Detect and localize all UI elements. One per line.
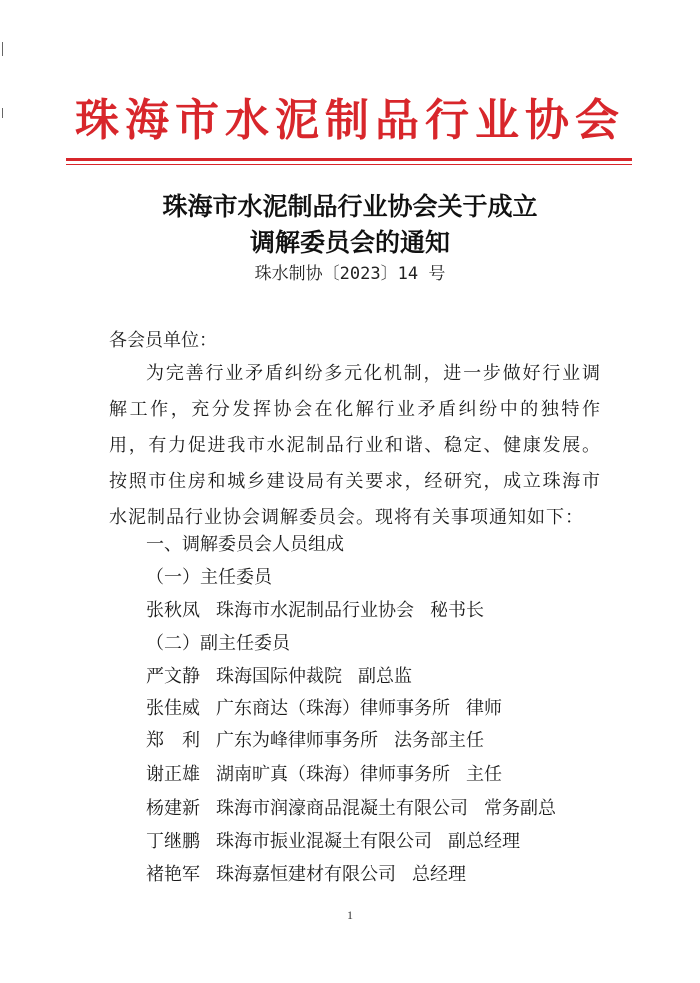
director-row	[146, 596, 484, 622]
deputy-row	[146, 726, 484, 752]
member-role: 副总监	[358, 666, 412, 687]
member-org: 珠海国际仲裁院	[216, 666, 342, 687]
member-role: 副总经理	[448, 831, 520, 852]
document-title-line1: 珠海市水泥制品行业协会关于成立	[162, 192, 538, 221]
deputy-row	[146, 694, 502, 720]
member-name: 张佳威	[146, 698, 200, 719]
deputy-row	[146, 794, 556, 820]
document-title-line2: 调解委员会的通知	[249, 228, 450, 257]
salutation: 各会员单位：	[109, 330, 217, 351]
member-role: 总经理	[412, 864, 466, 885]
member-role: 主任	[466, 764, 502, 785]
member-name: 张秋凤	[146, 600, 200, 621]
deputy-row	[146, 662, 412, 688]
letterhead-red-rule-thin	[66, 164, 632, 165]
member-org: 珠海市水泥制品行业协会	[216, 600, 414, 621]
subsection-heading-director: （一）主任委员	[146, 567, 272, 588]
member-name: 严文静	[146, 666, 200, 687]
intro-paragraph: 为完善行业矛盾纠纷多元化机制，进一步做好行业调解工作，充分发挥协会在化解行业矛盾纠纷中的独特作用，有力促进我市水泥制品行业和谐、稳定、健康发展。按照市住房和城乡建设局有关要求，经研究，成立珠海市水泥制品行业协会调解委员会。现将有关事项通知如下：	[109, 363, 601, 528]
member-name: 郑 利	[146, 730, 200, 751]
member-role: 秘书长	[430, 600, 484, 621]
member-org: 广东为峰律师事务所	[216, 730, 378, 751]
member-role: 法务部主任	[394, 730, 484, 751]
member-org: 湖南旷真（珠海）律师事务所	[216, 764, 450, 785]
scan-edge-mark	[2, 42, 3, 56]
section-heading: 一、调解委员会人员组成	[146, 534, 344, 555]
member-org: 珠海市润濠商品混凝土有限公司	[216, 798, 468, 819]
letterhead-red-rule	[66, 158, 632, 161]
subsection-heading-deputy: （二）副主任委员	[146, 633, 290, 654]
member-org: 广东商达（珠海）律师事务所	[216, 698, 450, 719]
deputy-row	[146, 827, 520, 853]
member-name: 丁继鹏	[146, 831, 200, 852]
member-name: 谢正雄	[146, 764, 200, 785]
member-role: 律师	[466, 698, 502, 719]
member-role: 常务副总	[484, 798, 556, 819]
member-name: 褚艳军	[146, 864, 200, 885]
member-name: 杨建新	[146, 798, 200, 819]
deputy-row	[146, 760, 502, 786]
member-org: 珠海市振业混凝土有限公司	[216, 831, 432, 852]
document-number: 珠水制协〔2023〕14 号	[254, 264, 446, 284]
deputy-row	[146, 860, 466, 886]
page-number: 1	[347, 908, 353, 922]
member-org: 珠海嘉恒建材有限公司	[216, 864, 396, 885]
letterhead-org-name: 珠海市水泥制品行业协会	[75, 95, 625, 146]
